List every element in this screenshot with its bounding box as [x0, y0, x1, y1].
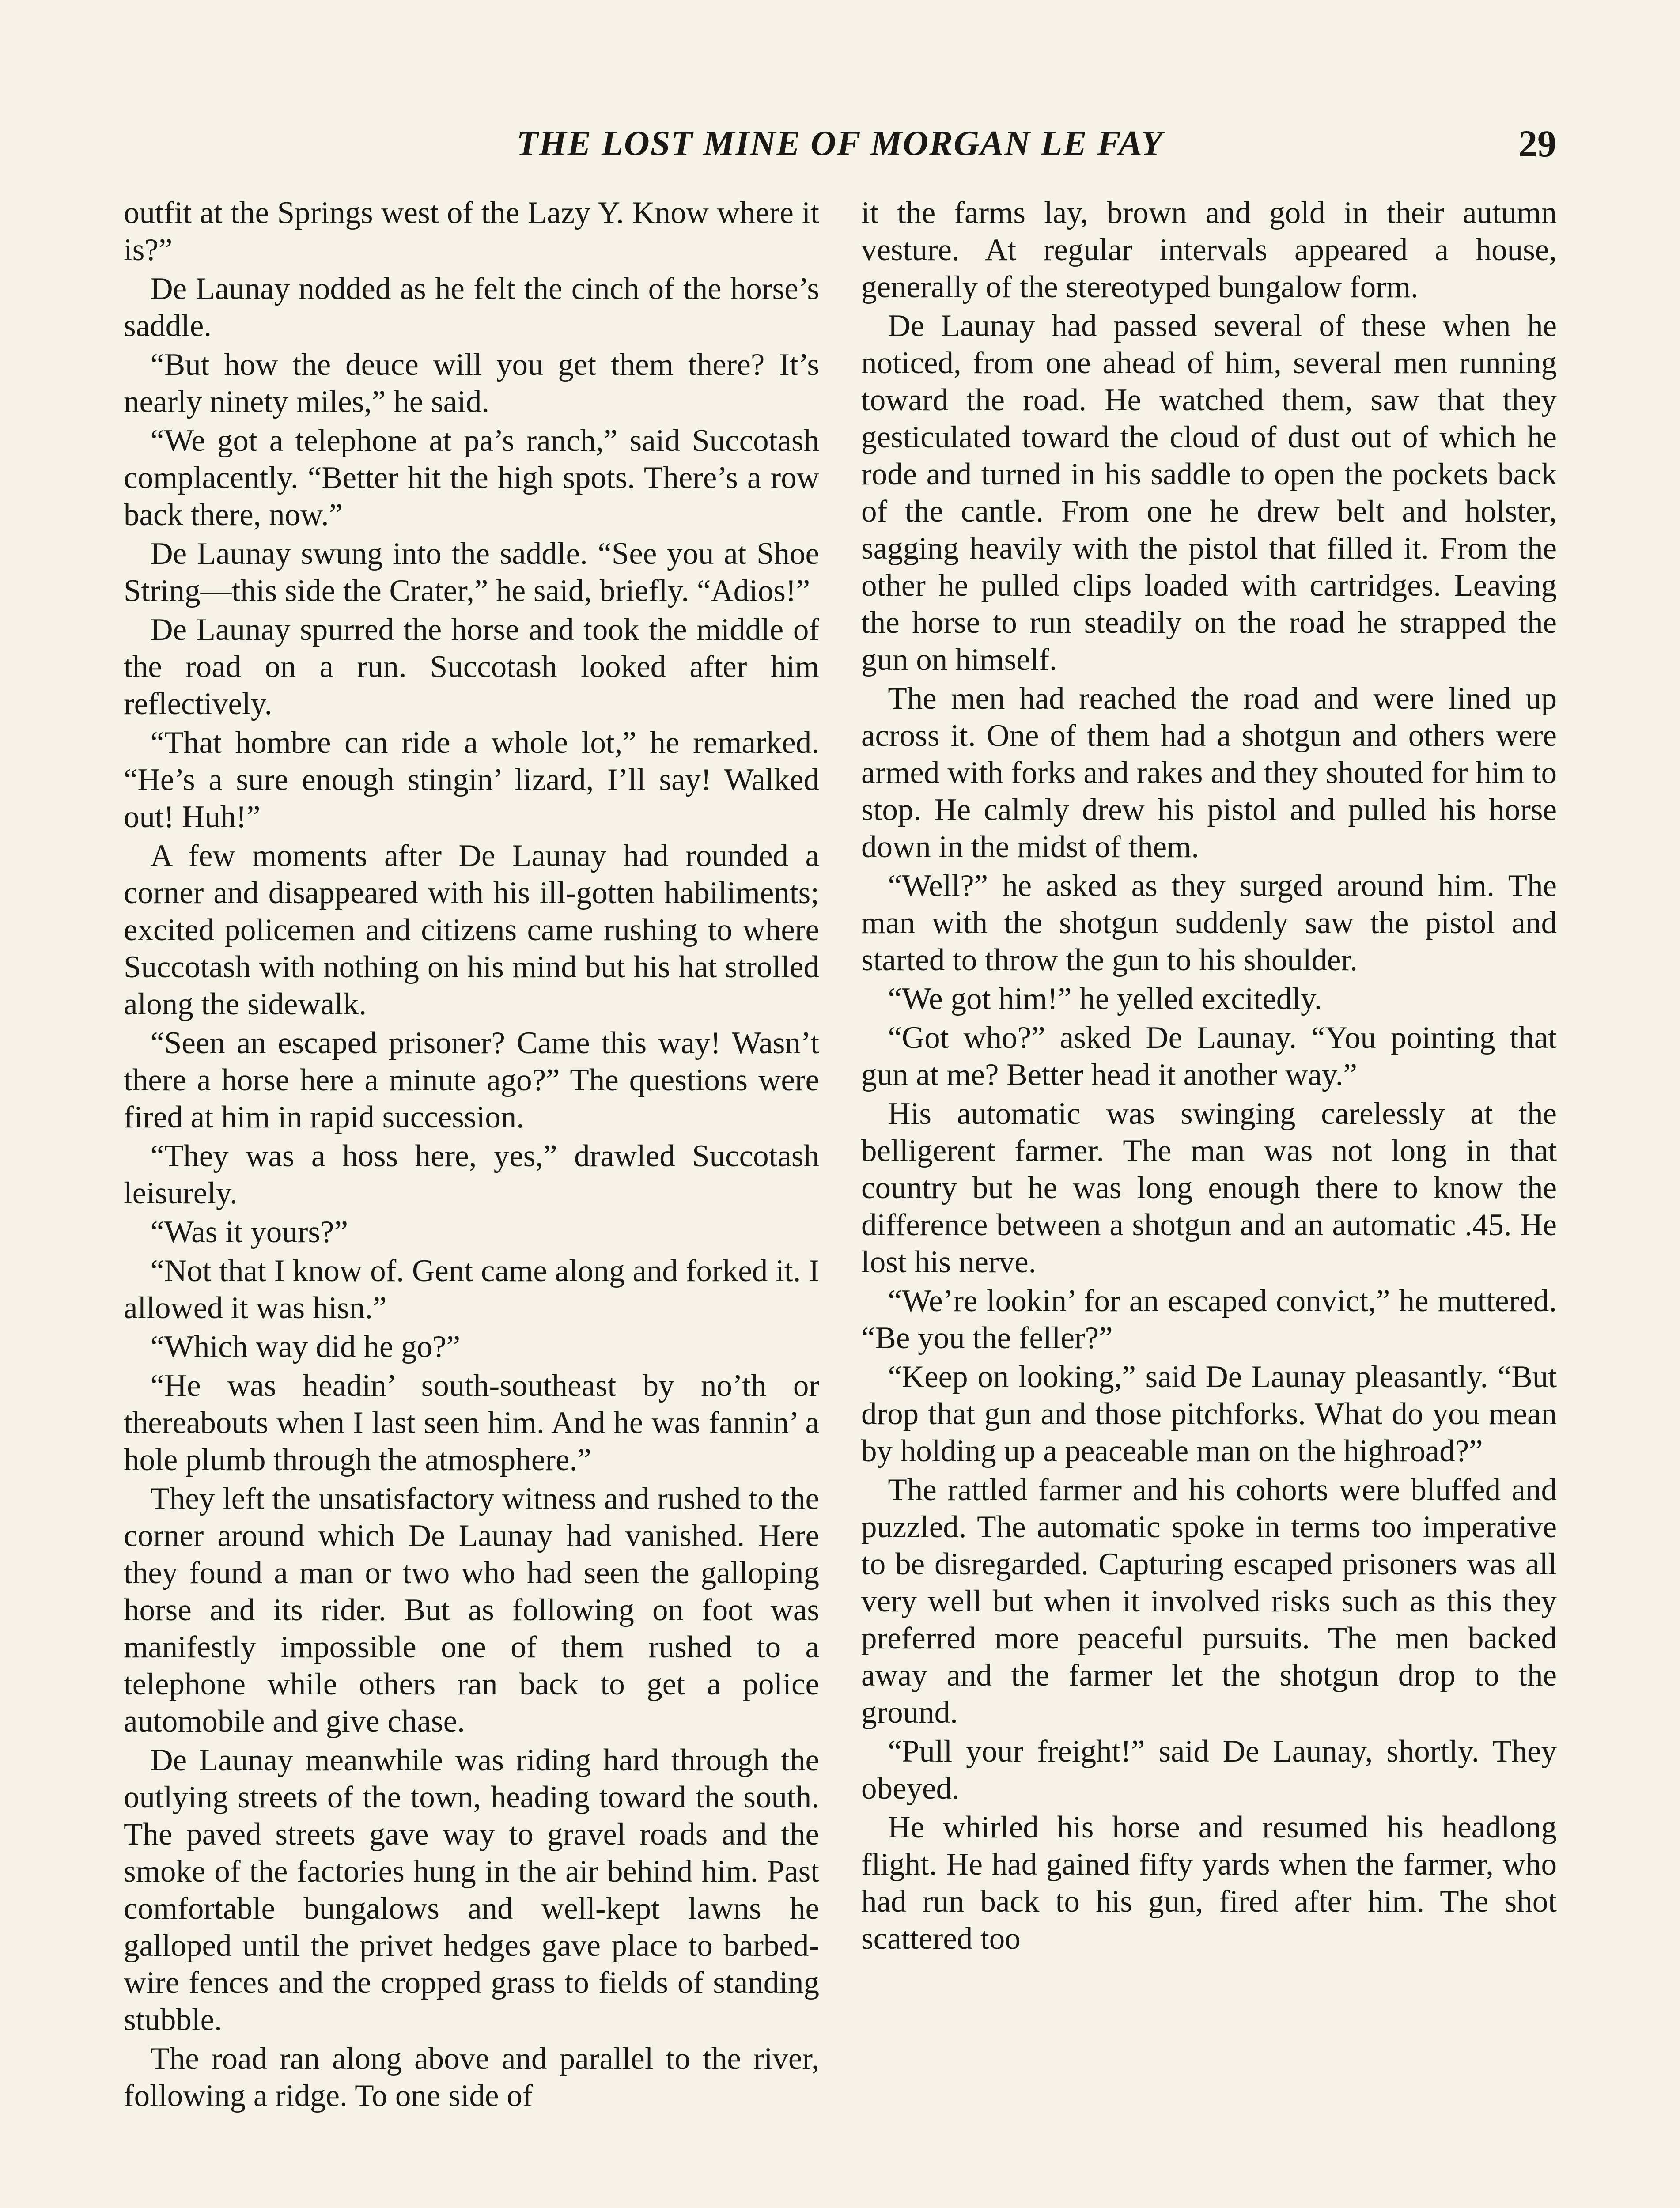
- paragraph: it the farms lay, brown and gold in their autumn vesture. At regular intervals appeared a house, generally of the stereotyped bungalow form.: [861, 196, 1557, 304]
- paragraph: The rattled farmer and his cohorts were bluffed and puzzled. The automatic spoke in terms too imperative to be disregarded. Capturing escaped prisoners was all very well but when it involved risks such as this they preferred more peaceful pursuits. The men backed away and the farmer let the shotgun drop to the ground.: [861, 1473, 1557, 1730]
- paragraph: “But how the deuce will you get them there? It’s nearly ninety miles,” he said.: [124, 348, 819, 419]
- paragraph: “He was headin’ south-southeast by no’th or thereabouts when I last seen him. And he was fannin’ a hole plumb through the atmosphere.”: [124, 1369, 819, 1477]
- text-column-right: [861, 194, 1557, 2208]
- paragraph: They left the unsatisfactory witness and rushed to the corner around which De Launay had vanished. Here they found a man or two who had seen the galloping horse and its rider. But as following on foot was manifestly impossible one of them rushed to a telephone while others ran back to get a police automobile and give chase.: [124, 1482, 819, 1739]
- paragraph: A few moments after De Launay had rounded a corner and disappeared with his ill-gotten habiliments; excited policemen and citizens came rushing to where Succotash with nothing on his mind but his hat strolled along the sidewalk.: [124, 839, 819, 1021]
- paragraph: His automatic was swinging carelessly at the belligerent farmer. The man was not long in that country but he was long enough there to know the difference between a shotgun and an automatic .45. He lost his nerve.: [861, 1096, 1557, 1279]
- paragraph: “That hombre can ride a whole lot,” he remarked. “He’s a sure enough stingin’ lizard, I’ll say! Walked out! Huh!”: [124, 726, 819, 834]
- paragraph: “We’re lookin’ for an escaped convict,” he muttered. “Be you the feller?”: [861, 1284, 1557, 1355]
- text-column-left: [124, 194, 819, 2208]
- paragraph: De Launay nodded as he felt the cinch of the horse’s saddle.: [124, 272, 819, 343]
- running-head: [0, 119, 1680, 168]
- paragraph: “Got who?” asked De Launay. “You pointing that gun at me? Better head it another way.”: [861, 1021, 1557, 1092]
- paragraph: He whirled his horse and resumed his headlong flight. He had gained fifty yards when the farmer, who had run back to his gun, fired after him. The shot scattered too: [861, 1810, 1557, 1956]
- paragraph: “Was it yours?”: [150, 1215, 348, 1249]
- paragraph: The men had reached the road and were lined up across it. One of them had a shotgun and others were armed with forks and rakes and they shouted for him to stop. He calmly drew his pistol and pulled his horse down in the midst of them.: [861, 681, 1557, 864]
- paragraph: “Keep on looking,” said De Launay pleasantly. “But drop that gun and those pitchforks. What do you mean by holding up a peaceable man on the highroad?”: [861, 1360, 1557, 1468]
- paragraph: De Launay had passed several of these when he noticed, from one ahead of him, several men running toward the road. He watched them, saw that they gesticulated toward the cloud of dust out of which he rode and turned in his saddle to open the pockets back of the cantle. From one he drew belt and holster, sagging heavily with the pistol that filled it. From the other he pulled clips loaded with cartridges. Leaving the horse to run steadily on the road he strapped the gun on himself.: [861, 309, 1557, 677]
- paragraph: “They was a hoss here, yes,” drawled Succotash leisurely.: [124, 1139, 819, 1210]
- paragraph: De Launay spurred the horse and took the middle of the road on a run. Succotash looked after him reflectively.: [124, 612, 819, 721]
- paragraph: “Pull your freight!” said De Launay, shortly. They obeyed.: [861, 1734, 1557, 1806]
- page-number: 29: [1518, 122, 1556, 165]
- paragraph: “We got a telephone at pa’s ranch,” said Succotash complacently. “Better hit the high spots. There’s a row back there, now.”: [124, 423, 819, 532]
- paragraph: “We got him!” he yelled excitedly.: [888, 982, 1322, 1016]
- paragraph: “Not that I know of. Gent came along and forked it. I allowed it was hisn.”: [124, 1254, 819, 1325]
- paragraph: “Seen an escaped prisoner? Came this way! Wasn’t there a horse here a minute ago?” The questions were fired at him in rapid succession.: [124, 1026, 819, 1134]
- paragraph: De Launay swung into the saddle. “See you at Shoe String—this side the Crater,” he said, briefly. “Adios!”: [124, 537, 819, 608]
- paragraph: “Which way did he go?”: [150, 1330, 461, 1364]
- running-title: THE LOST MINE OF MORGAN LE FAY: [516, 124, 1164, 163]
- paragraph: The road ran along above and parallel to the river, following a ridge. To one side of: [124, 2042, 819, 2113]
- paragraph: De Launay meanwhile was riding hard through the outlying streets of the town, heading toward the south. The paved streets gave way to gravel roads and the smoke of the factories hung in the air behind him. Past comfortable bungalows and well-kept lawns he galloped until the privet hedges gave place to barbed-wire fences and the cropped grass to fields of standing stubble.: [124, 1743, 819, 2037]
- paragraph: outfit at the Springs west of the Lazy Y. Know where it is?”: [124, 196, 819, 267]
- paragraph: “Well?” he asked as they surged around him. The man with the shotgun suddenly saw the pistol and started to throw the gun to his shoulder.: [861, 869, 1557, 977]
